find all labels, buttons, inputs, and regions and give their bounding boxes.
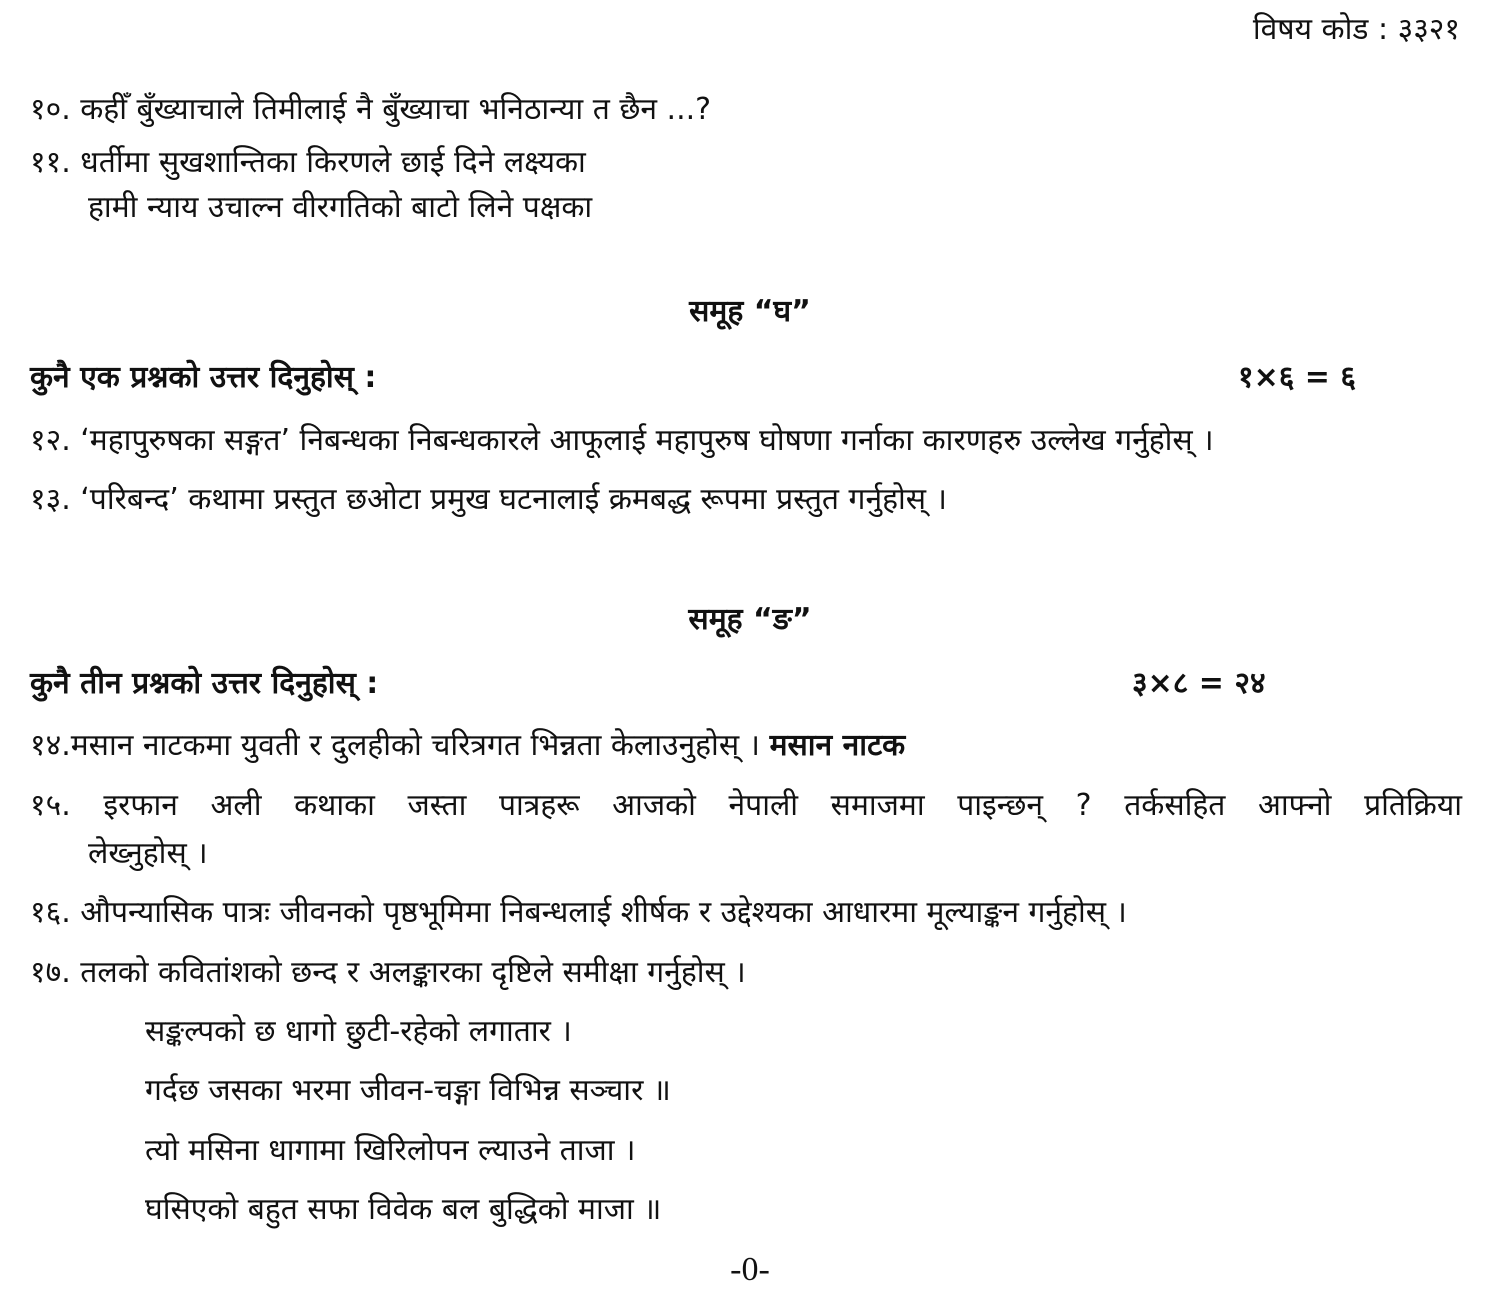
question-13: १३. ‘परिबन्द’ कथामा प्रस्तुत छओटा प्रमुख घटनालाई क्रमबद्ध रूपमा प्रस्तुत गर्नुहोस् । [30, 482, 947, 517]
poem-line: घसिएको बहुत सफा विवेक बल बुद्धिको माजा ॥ [145, 1192, 662, 1227]
group-gha-instruction: कुनै एक प्रश्नको उत्तर दिनुहोस् : [30, 360, 377, 395]
group-gha-title: समूह “घ” [689, 294, 811, 329]
question-14-bold-note: मसान नाटक [769, 728, 906, 763]
group-gha-marks: १×६ = ६ [1238, 360, 1356, 395]
group-nga-title: समूह “ङ” [688, 602, 812, 637]
question-16: १६. औपन्यासिक पात्रः जीवनको पृष्ठभूमिमा निबन्धलाई शीर्षक र उद्देश्यका आधारमा मूल्याङ्कन गर्नुहोस् । [30, 895, 1127, 930]
poem-line: गर्दछ जसका भरमा जीवन-चङ्गा विभिन्न सञ्चार ॥ [145, 1073, 671, 1108]
page-number: -0- [730, 1251, 770, 1288]
question-11-line1: ११. धर्तीमा सुखशान्तिका किरणले छाई दिने लक्ष्यका [30, 145, 586, 180]
subject-code: विषय कोड : ३३२१ [1252, 12, 1460, 47]
question-17: १७. तलको कवितांशको छन्द र अलङ्कारका दृष्टिले समीक्षा गर्नुहोस् । [30, 955, 746, 990]
question-14-text: १४.मसान नाटकमा युवती र दुलहीको चरित्रगत भिन्नता केलाउनुहोस् । [30, 728, 770, 763]
group-nga-instruction: कुनै तीन प्रश्नको उत्तर दिनुहोस् : [30, 666, 379, 701]
poem-line: त्यो मसिना धागामा खिरिलोपन ल्याउने ताजा । [145, 1133, 636, 1168]
question-11-line2: हामी न्याय उचाल्न वीरगतिको बाटो लिने पक्षका [88, 190, 593, 225]
question-14 [30, 726, 905, 766]
question-10: १०. कहीँ बुँख्याचाले तिमीलाई नै बुँख्याचा भनिठान्या त छैन ...? [30, 92, 712, 127]
question-15-line1: १५. इरफान अली कथाका जस्ता पात्रहरू आजको नेपाली समाजमा पाइन्छन् ? तर्कसहित आफ्नो प्रतिक्रिया [30, 788, 1462, 823]
question-15-line2: लेख्नुहोस् । [88, 836, 208, 871]
question-12: १२. ‘महापुरुषका सङ्गत’ निबन्धका निबन्धकारले आफूलाई महापुरुष घोषणा गर्नाका कारणहरु उल्लेख गर्नुहोस् । [30, 423, 1214, 458]
poem-line: सङ्कल्पको छ धागो छुटी-रहेको लगातार । [145, 1014, 572, 1049]
group-nga-marks: ३×८ = २४ [1132, 666, 1266, 701]
